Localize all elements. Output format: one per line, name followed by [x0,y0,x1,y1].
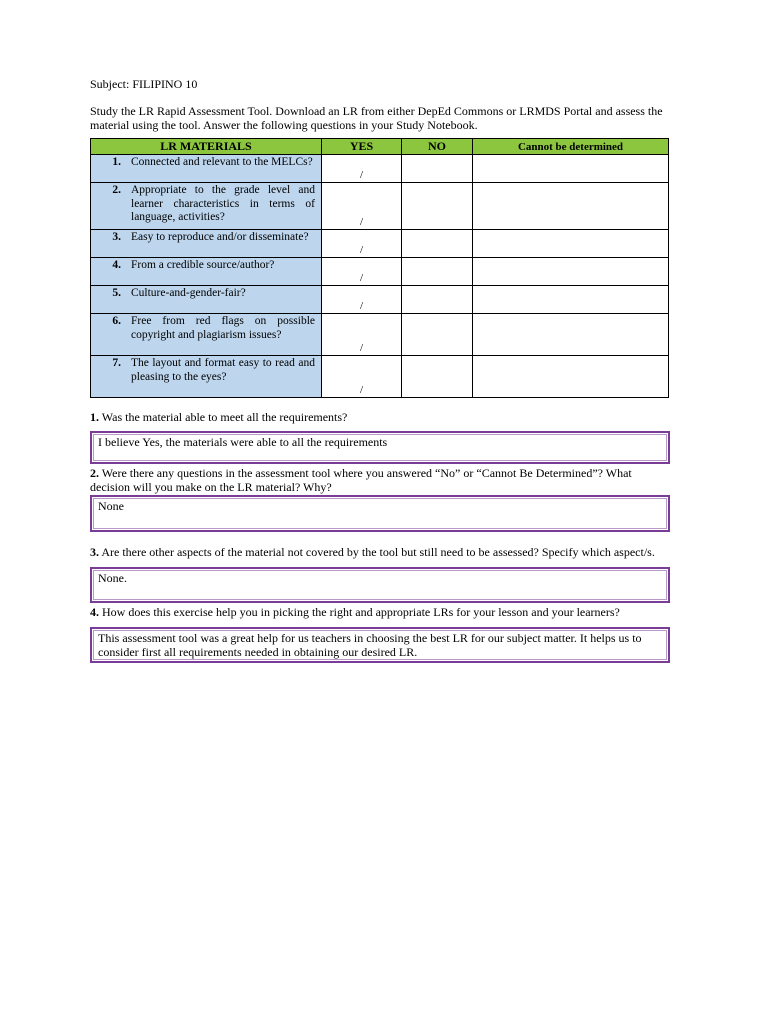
question-2 [90,466,674,494]
question-number: 4. [90,605,99,619]
item-number: 2. [112,184,121,196]
no-cell [402,356,473,398]
item-cell [91,183,322,230]
item-cell [91,314,322,356]
header-lr-materials: LR MATERIALS [91,139,322,155]
item-text: Culture-and-gender-fair? [131,287,246,299]
no-cell [402,183,473,230]
no-cell [402,314,473,356]
item-number: 3. [112,231,121,243]
question-text: Was the material able to meet all the requirements? [99,410,348,424]
cbd-cell [473,356,669,398]
item-text: Free from red flags on possible copyright and plagiarism issues? [131,315,315,341]
answer-text: None. [98,571,127,585]
answer-text: None [98,499,124,513]
yes-cell: / [322,155,402,183]
table-header-row [91,139,669,155]
answer-text: This assessment tool was a great help for us teachers in choosing the best LR for our subject matter. It helps us to consider first all requirements needed in obtaining our desired LR. [98,631,642,659]
yes-cell: / [322,286,402,314]
item-text: Appropriate to the grade level and learner characteristics in terms of language, activities? [131,184,315,223]
table-row [91,258,669,286]
item-cell [91,258,322,286]
item-number: 7. [112,357,121,369]
table-row [91,230,669,258]
yes-cell: / [322,258,402,286]
question-3 [90,545,674,559]
answer-text: I believe Yes, the materials were able to all the requirements [98,435,388,449]
document-page [90,76,674,663]
cbd-cell [473,155,669,183]
header-cannot-be-determined: Cannot be determined [473,139,669,155]
item-cell [91,230,322,258]
question-4 [90,605,674,619]
question-text: Were there any questions in the assessment tool where you answered “No” or “Cannot Be Determined”? What decision will you make on the LR material? Why? [90,466,632,494]
cbd-cell [473,183,669,230]
question-number: 3. [90,545,99,559]
header-no: NO [402,139,473,155]
question-number: 1. [90,410,99,424]
question-text: How does this exercise help you in picking the right and appropriate LRs for your lesson and your learners? [99,605,620,619]
header-yes: YES [322,139,402,155]
answer-box-3[interactable] [90,567,670,603]
yes-cell: / [322,356,402,398]
no-cell [402,258,473,286]
table-row [91,356,669,398]
table-row [91,314,669,356]
table-row [91,155,669,183]
cbd-cell [473,286,669,314]
yes-cell: / [322,230,402,258]
answer-box-2[interactable] [90,495,670,532]
item-text: From a credible source/author? [131,259,275,271]
subject-line: Subject: FILIPINO 10 [90,77,198,91]
answer-box-1[interactable] [90,431,670,464]
question-1 [90,410,674,424]
answer-box-4[interactable] [90,627,670,663]
yes-cell: / [322,314,402,356]
item-number: 6. [112,315,121,327]
question-number: 2. [90,466,99,480]
item-cell [91,155,322,183]
item-number: 4. [112,259,121,271]
item-number: 1. [112,156,121,168]
no-cell [402,286,473,314]
cbd-cell [473,314,669,356]
lr-assessment-table [90,138,669,398]
item-text: Connected and relevant to the MELCs? [131,156,313,168]
cbd-cell [473,230,669,258]
table-row [91,183,669,230]
table-row [91,286,669,314]
item-text: The layout and format easy to read and pleasing to the eyes? [131,357,315,383]
no-cell [402,230,473,258]
item-cell [91,356,322,398]
item-number: 5. [112,287,121,299]
cbd-cell [473,258,669,286]
instructions-text: Study the LR Rapid Assessment Tool. Download an LR from either DepEd Commons or LRMDS Portal and assess the material using the tool. Answer the following questions in your Study Notebook. [90,104,663,132]
item-text: Easy to reproduce and/or disseminate? [131,231,309,243]
question-text: Are there other aspects of the material not covered by the tool but still need to be assessed? Specify which aspect/s. [99,545,655,559]
item-cell [91,286,322,314]
no-cell [402,155,473,183]
yes-cell: / [322,183,402,230]
